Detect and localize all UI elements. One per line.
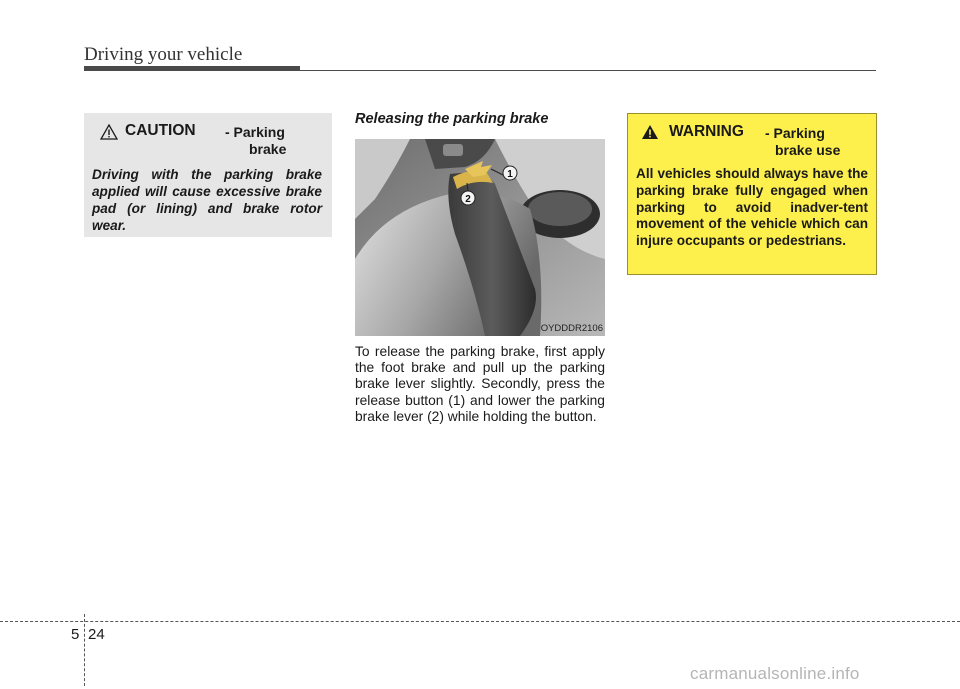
parking-brake-illustration — [355, 139, 605, 336]
caution-subtitle-line2: brake — [249, 141, 287, 157]
caution-box — [84, 113, 332, 237]
caution-triangle-outline-icon — [100, 124, 118, 140]
footer-dashed-rule — [0, 621, 960, 622]
warning-triangle-filled-icon — [641, 124, 659, 140]
warning-subtitle-line2: brake use — [775, 142, 841, 158]
warning-box — [627, 113, 877, 275]
footer-section-number: 5 — [71, 626, 80, 643]
warning-header — [636, 122, 868, 166]
release-instructions: To release the parking brake, first apply the foot brake and pull up the parking brake lever slightly. Secondly, press the release button (1) and lower the parking brake lever (2) while holding the button. — [355, 344, 605, 424]
footer-page-number: 24 — [88, 626, 105, 643]
header-rule-thin — [300, 70, 876, 71]
callout-2-label: 2 — [465, 194, 471, 205]
page-header-title: Driving your vehicle — [84, 44, 243, 65]
callout-1-label: 1 — [507, 169, 513, 180]
warning-title: WARNING — [669, 123, 744, 140]
caution-subtitle-line1: - Parking — [225, 124, 285, 140]
site-watermark: carmanualsonline.info — [690, 664, 860, 683]
parking-brake-photo — [355, 139, 605, 336]
photo-code: OYDDDR2106 — [540, 323, 603, 334]
section-heading: Releasing the parking brake — [355, 111, 549, 127]
warning-text: All vehicles should always have the parking brake fully engaged when parking to avoid inadver-tent movement of the vehicle which can injure occupants or pedestrians. — [636, 166, 868, 249]
warning-subtitle-line1: - Parking — [765, 125, 825, 141]
caution-title: CAUTION — [125, 122, 196, 139]
header-rule-thick — [84, 66, 300, 71]
caution-text: Driving with the parking brake applied will cause excessive brake pad (or lining) and brake rotor wear. — [92, 167, 322, 233]
caution-header — [92, 121, 322, 161]
footer-dashed-divider — [84, 614, 85, 686]
